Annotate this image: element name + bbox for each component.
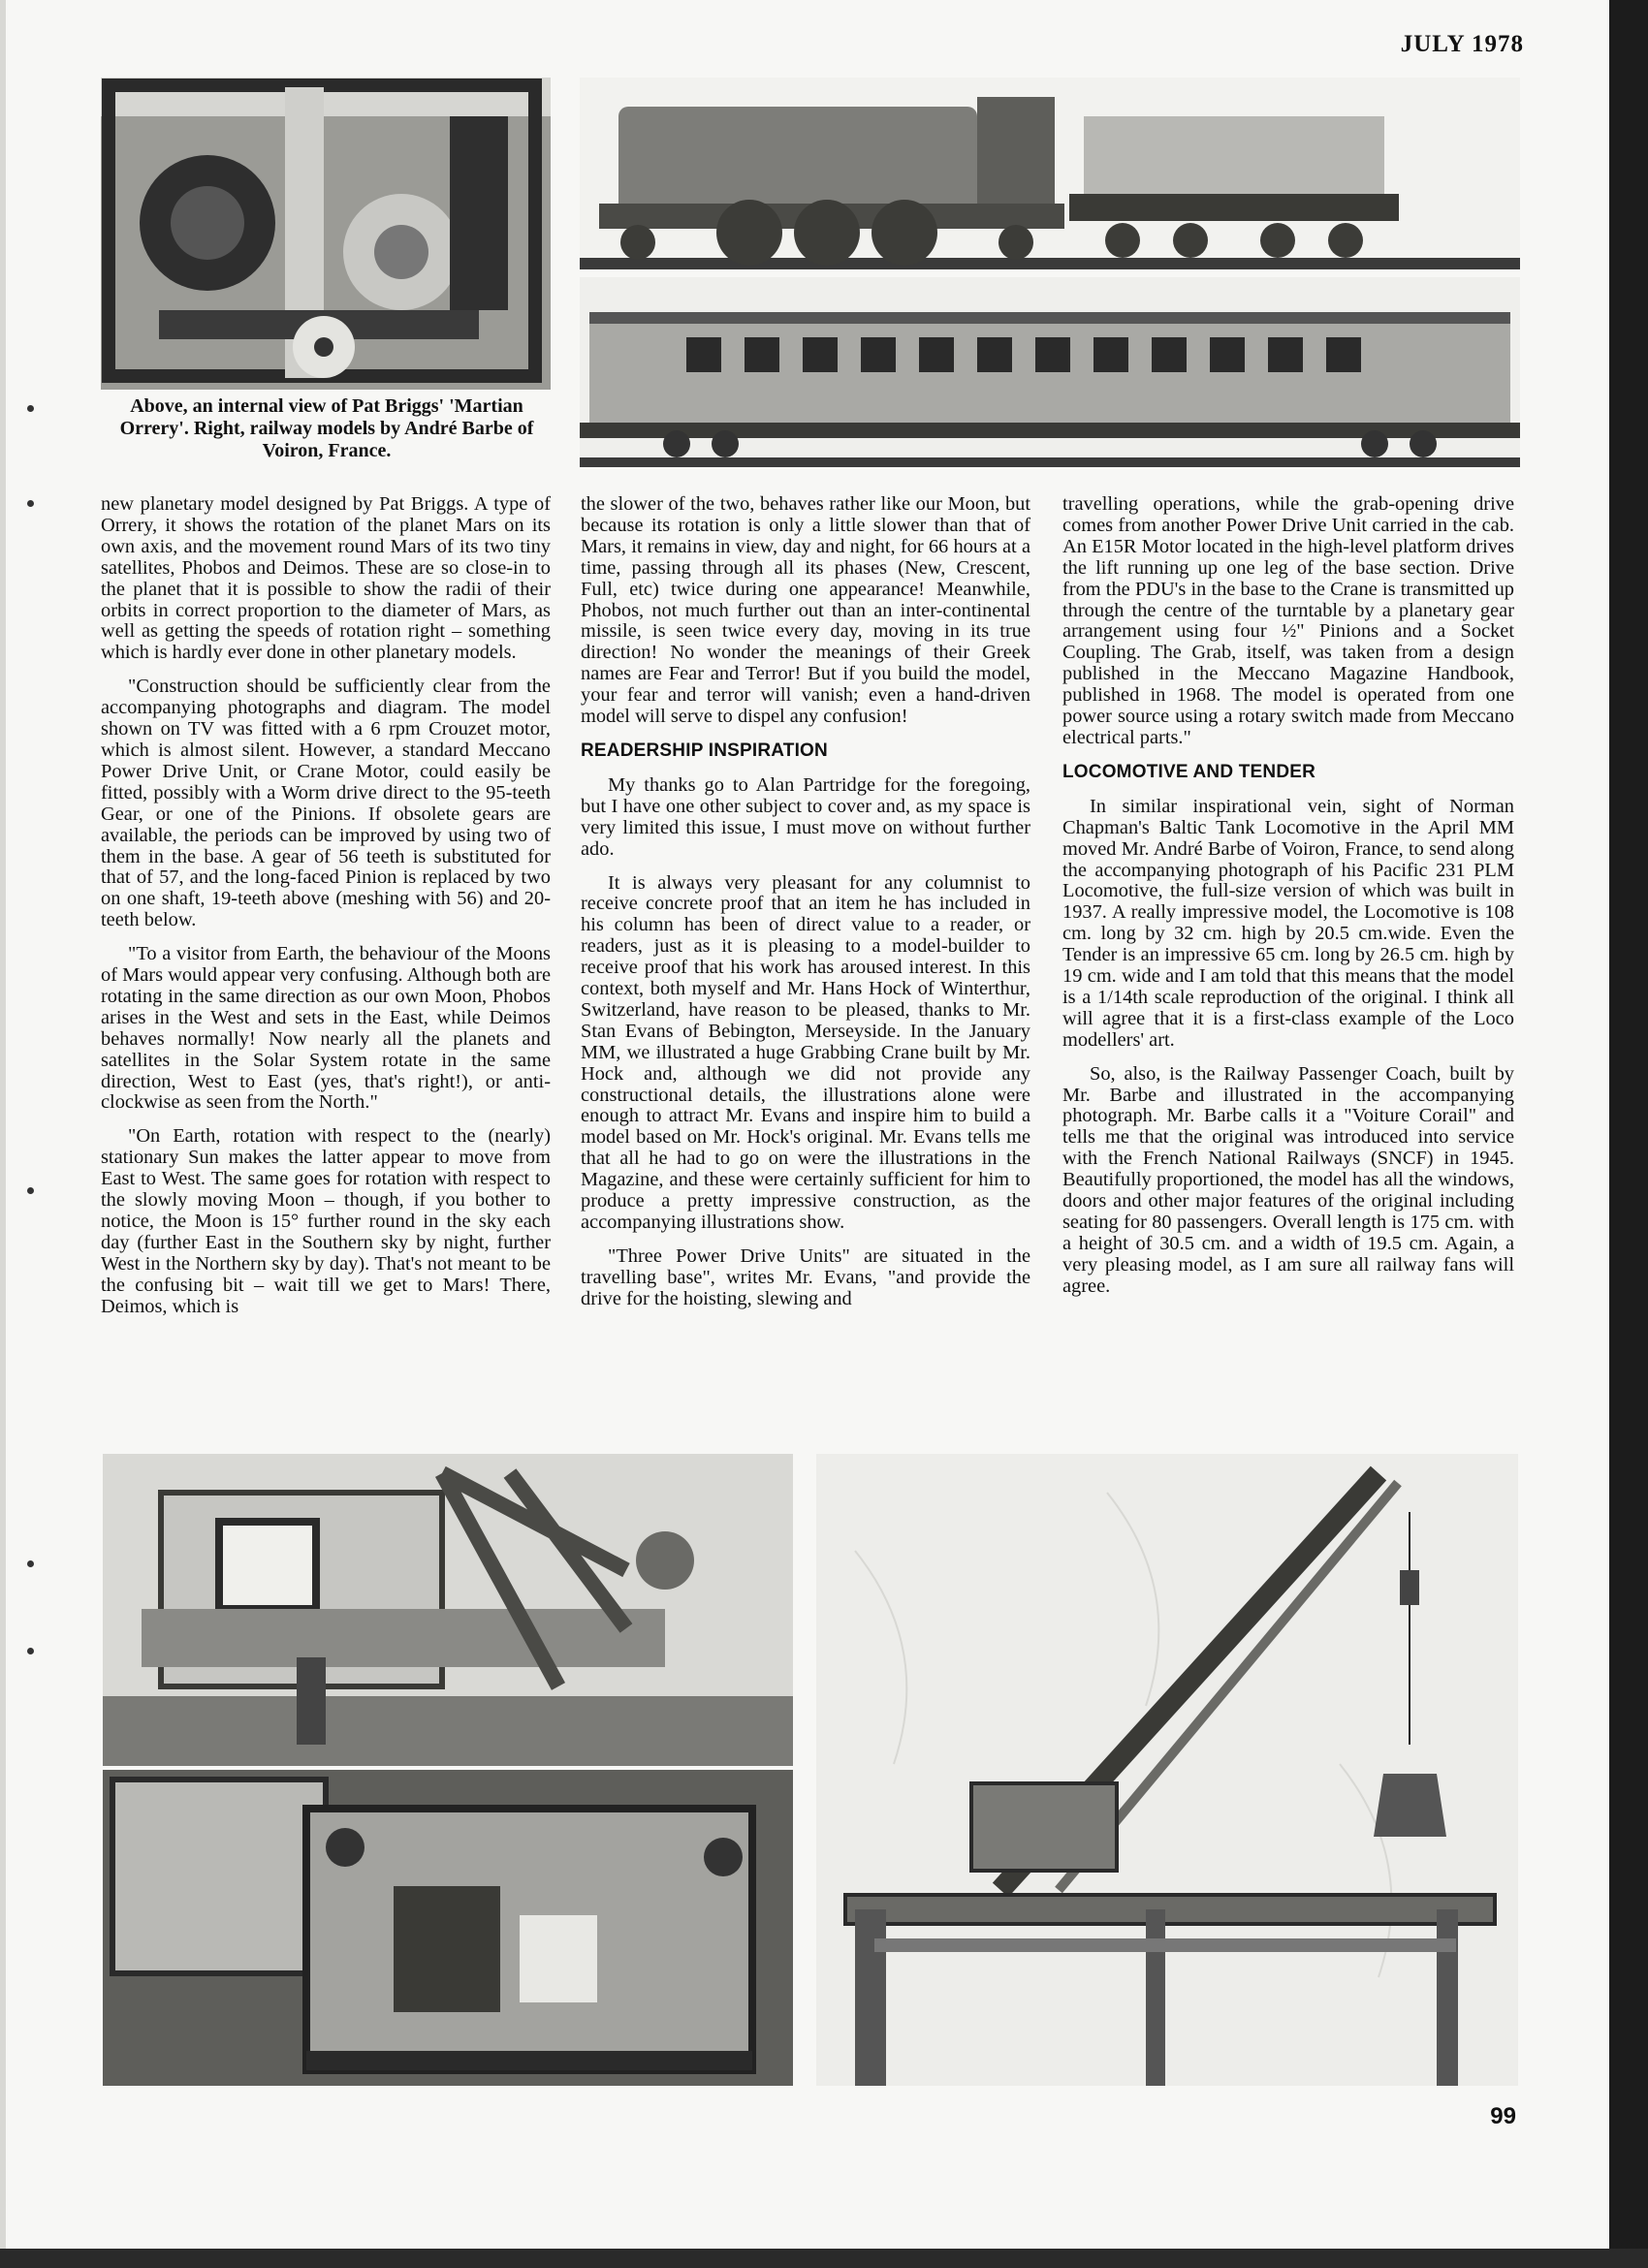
passenger-coach-photo: [580, 277, 1520, 467]
paragraph: the slower of the two, behaves rather like our Moon, but because its rotation is only a little slower than that of Mars, it remains in view, day and night, for 66 hours at a time, passing through all its phases (New, Crescent, Full, etc) twice during one appearance! Meanwhile, Phobos, not much further out than an inter-continental missile, is seen twice every day, moving in its true direction! No wonder the meanings of their Greek names are Fear and Terror! But if you build the model, your fear and terror will vanish; even a hand-driven model will serve to dispel any confusion!: [581, 493, 1030, 728]
section-heading: LOCOMOTIVE AND TENDER: [1062, 761, 1316, 782]
locomotive-photo: [580, 78, 1520, 269]
article-column-1: [101, 494, 551, 1331]
paragraph: travelling operations, while the grab-opening drive comes from another Power Drive Unit carried in the cab. An E15R Motor located in the high-level platform drives the lift running up one leg of the base section. Drive from the PDU's in the base to the Crane is transmitted up through the centre of the turntable by a planetary gear arrangement using four ½" Pinions and a Socket Coupling. The Grab, itself, was taken from a design published in the Meccano Magazine Handbook, published in 1968. The model is operated from one power source using a rotary switch made from Meccano electrical parts.": [1062, 493, 1514, 748]
orrery-photo: [101, 78, 551, 390]
article-column-3: [1062, 494, 1514, 1310]
page-binding-edge: [0, 0, 6, 2268]
paragraph: "Construction should be sufficiently clear from the accompanying photographs and diagram. The model shown on TV was fitted with a 6 rpm Crouzet motor, which is almost silent. However, a standard Meccano Power Drive Unit, or Crane Motor, could easily be fitted, possibly with a Worm drive direct to the 95-teeth Gear, or one of the Pinions. If obsolete gears are available, the periods can be improved by using two of them in the base. A gear of 56 teeth is substituted for that of 57, and the long-faced Pinion is replaced by two on one shaft, 19-teeth above (meshing with 56) and 20-teeth below.: [101, 676, 551, 931]
scan-bottom-edge: [0, 2249, 1648, 2268]
paragraph: It is always very pleasant for any columnist to receive concrete proof that an item he has included in his column has been of direct value to a reader, or readers, just as it is pleasing to a model-builder to receive proof that his work has aroused interest. In this context, both myself and Mr. Hans Hock of Winterthur, Switzerland, have reason to be pleased, thanks to Mr. Stan Evans of Bebington, Merseyside. In the January MM, we illustrated a huge Grabbing Crane built by Mr. Hock and, although we did not provide any constructional details, the illustrations alone were enough to attract Mr. Evans and inspire him to build a model based on Mr. Hock's original. Mr. Evans tells me that all he had to go on were the illustrations in the Magazine, and these were certainly sufficient for him to produce a pretty impressive construction, as the accompanying illustrations show.: [581, 871, 1030, 1233]
scan-dark-edge: [1609, 0, 1648, 2268]
paragraph: So, also, is the Railway Passenger Coach, built by Mr. Barbe and illustrated in the accompanying photograph. Mr. Barbe calls it a "Voiture Corail" and tells me that the original was introduced into service with the French National Railways (SNCF) in 1945. Beautifully proportioned, the model has all the windows, doors and other major features of the original including seating for 80 passengers. Overall length is 175 cm. with a height of 30.5 cm. and a width of 19.5 cm. Again, a very pleasing model, as I am sure all railway fans will agree.: [1062, 1062, 1514, 1297]
paragraph: new planetary model designed by Pat Briggs. A type of Orrery, it shows the rotation of the planet Mars on its own axis, and the movement round Mars of its two tiny satellites, Phobos and Deimos. These are so close-in to the planet that it is possible to show the radii of their orbits in correct proportion to the diameter of Mars, as well as getting the speeds of rotation right – something which is hardly ever done in other planetary models.: [101, 493, 551, 664]
paragraph: In similar inspirational vein, sight of Norman Chapman's Baltic Tank Locomotive in the April MM moved Mr. André Barbe of Voiron, France, to send along the accompanying photograph of his Pacific 231 PLM Locomotive, the full-size version of which was built in 1937. A really impressive model, the Locomotive is 108 cm. long by 32 cm. high by 20.5 cm.wide. Even the Tender is an impressive 65 cm. long by 26.5 cm. high by 19 cm. wide and I am told that this means that the model is a 1/14th scale reproduction of the original. I think all will agree that it is a first-class example of the Loco modellers' art.: [1062, 795, 1514, 1051]
binding-hole: [27, 1560, 34, 1567]
binding-hole: [27, 1648, 34, 1654]
binding-hole: [27, 500, 34, 507]
section-heading: READERSHIP INSPIRATION: [581, 740, 828, 761]
paragraph: "On Earth, rotation with respect to the (nearly) stationary Sun makes the latter appear to move from East to West. The same goes for rotation with respect to the slowly moving Moon – though, if you bother to notice, the Moon is 15° further round in the sky each day (further East in the Southern sky by night, further West in the Northern sky by day). That's not meant to be the confusing bit – wait till we get to Mars! There, Deimos, which is: [101, 1125, 551, 1317]
paragraph: My thanks go to Alan Partridge for the foregoing, but I have one other subject to cover and, as my space is very limited this issue, I must move on without further ado.: [581, 773, 1030, 860]
binding-hole: [27, 405, 34, 412]
grabbing-crane-photo: [816, 1454, 1518, 2086]
crane-base-photo-upper: [103, 1454, 793, 1766]
article-column-2: [581, 494, 1030, 1323]
crane-base-photo-lower: [103, 1770, 793, 2086]
paragraph: "To a visitor from Earth, the behaviour of the Moons of Mars would appear very confusing. Although both are rotating in the same direction as our own Moon, Phobos arises in the West and sets in the East, while Deimos behaves normally! Now nearly all the planets and satellites in the Solar System rotate in the same direction, West to East (yes, that's right!), or anti-clockwise as seen from the North.": [101, 943, 551, 1114]
photo-caption: Above, an internal view of Pat Briggs' 'Martian Orrery'. Right, railway models by André Barbe of Voiron, France.: [119, 395, 534, 461]
paragraph: "Three Power Drive Units" are situated in the travelling base", writes Mr. Evans, "and provide the drive for the hoisting, slewing and: [581, 1244, 1030, 1309]
binding-hole: [27, 1187, 34, 1194]
issue-date: JULY 1978: [1400, 31, 1524, 57]
page-number: 99: [1490, 2103, 1516, 2129]
